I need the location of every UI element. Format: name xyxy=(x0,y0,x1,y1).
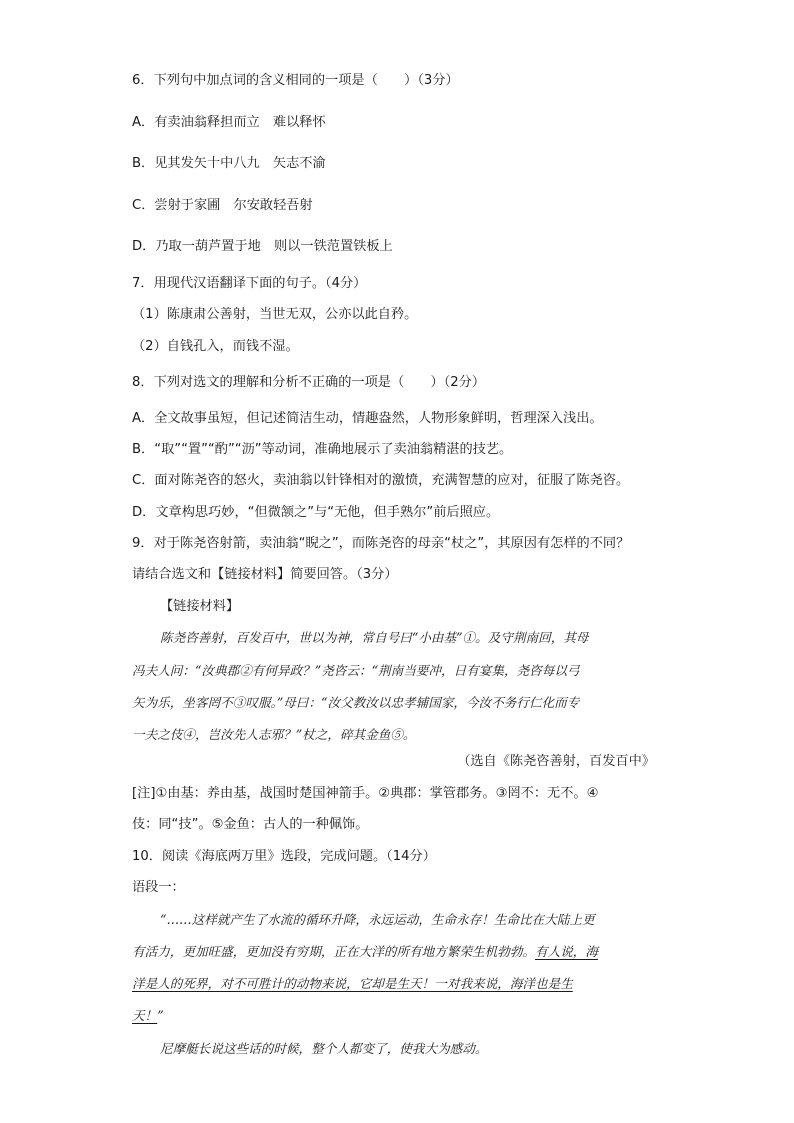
q9-title: 9．对于陈尧咨射箭，卖油翁“睨之”，而陈尧咨的母亲“杖之”，其原因有怎样的不同？ xyxy=(132,536,630,551)
section-label: 语段一： xyxy=(132,880,185,895)
material-source: （选自《陈尧咨善射，百发百中》 xyxy=(457,754,655,769)
q6-title: 6．下列句中加点词的含义相同的一项是（ ）（3分） xyxy=(132,73,459,88)
q8-title: 8．下列对选文的理解和分析不正确的一项是（ ）（2分） xyxy=(132,375,486,390)
material-line-3: 矢为乐，坐客罔不③叹服。”母曰：“汝父教汝以忠孝辅国家，今汝不务行仁化而专 xyxy=(132,695,580,710)
material-label: 【链接材料】 xyxy=(160,599,240,614)
material-line-2: 冯夫人问：“汝典郡②有何异政？”尧咨云：“荆南当要冲，日有宴集，尧咨每以弓 xyxy=(132,663,580,678)
q8-option-b: B．“取”“置”“酌”“沥”等动词，准确地展示了卖油翁精湛的技艺。 xyxy=(132,442,513,457)
passage-line-2 xyxy=(132,943,598,961)
q8-option-d: D．文章构思巧妙，“但微颔之”与“无他，但手熟尔”前后照应。 xyxy=(132,505,500,520)
passage-underlined-start: 有人说，海 xyxy=(535,944,598,959)
material-line-4: 一夫之伎④，岂汝先人志邪？”杖之，碎其金鱼⑤。 xyxy=(132,727,416,742)
q9-title-cont: 请结合选文和【链接材料】简要回答。（3分） xyxy=(132,567,398,582)
q6-option-a: A．有卖油翁释担而立 难以释怀 xyxy=(132,115,326,130)
passage-line-2-text: 有活力，更加旺盛，更加没有穷期，正在大洋的所有地方繁荣生机勃勃。 xyxy=(132,944,535,959)
q7-title: 7．用现代汉语翻译下面的句子。（4分） xyxy=(132,276,367,291)
passage-paragraph-2: 尼摩艇长说这些话的时候，整个人都变了，使我大为感动。 xyxy=(160,1041,488,1056)
passage-line-4 xyxy=(132,1007,164,1025)
q9-note-2: 伎：同“技”。⑤金鱼：古人的一种佩饰。 xyxy=(132,817,369,832)
q8-option-a: A．全文故事虽短，但记述简洁生动，情趣盎然，人物形象鲜明，哲理深入浅出。 xyxy=(132,411,603,426)
material-line-1: 陈尧咨善射，百发百中，世以为神，常自号曰“小由基”①。及守荆南回，其母 xyxy=(160,630,589,645)
q9-note-1: [注]①由基：养由基，战国时楚国神箭手。②典郡：掌管郡务。③罔不：无不。④ xyxy=(132,786,599,801)
passage-line-3-underlined: 洋是人的死界，对不可胜计的动物来说，它却是生天！一对我来说，海洋也是生 xyxy=(132,976,573,991)
q7-item-1: （1）陈康肃公善射，当世无双，公亦以此自矜。 xyxy=(132,307,418,322)
passage-underlined-end: 天！ xyxy=(132,1008,158,1023)
q6-option-c: C．尝射于家圃 尔安敢轻吾射 xyxy=(132,198,313,213)
passage-line-1: “……这样就产生了水流的循环升降，永远运动，生命永存！生命比在大陆上更 xyxy=(160,912,595,927)
q6-option-d: D．乃取一葫芦置于地 则以一铁范置铁板上 xyxy=(132,239,393,254)
q6-option-b: B．见其发矢十中八九 矢志不渝 xyxy=(132,156,326,171)
q8-option-c: C．面对陈尧咨的怒火，卖油翁以针锋相对的激愤，充满智慧的应对，征服了陈尧咨。 xyxy=(132,473,630,488)
q10-title: 10．阅读《海底两万里》选段，完成问题。（14分） xyxy=(132,849,436,864)
closing-quote: ” xyxy=(157,1008,164,1023)
q7-item-2: （2）自钱孔入，而钱不湿。 xyxy=(132,339,299,354)
